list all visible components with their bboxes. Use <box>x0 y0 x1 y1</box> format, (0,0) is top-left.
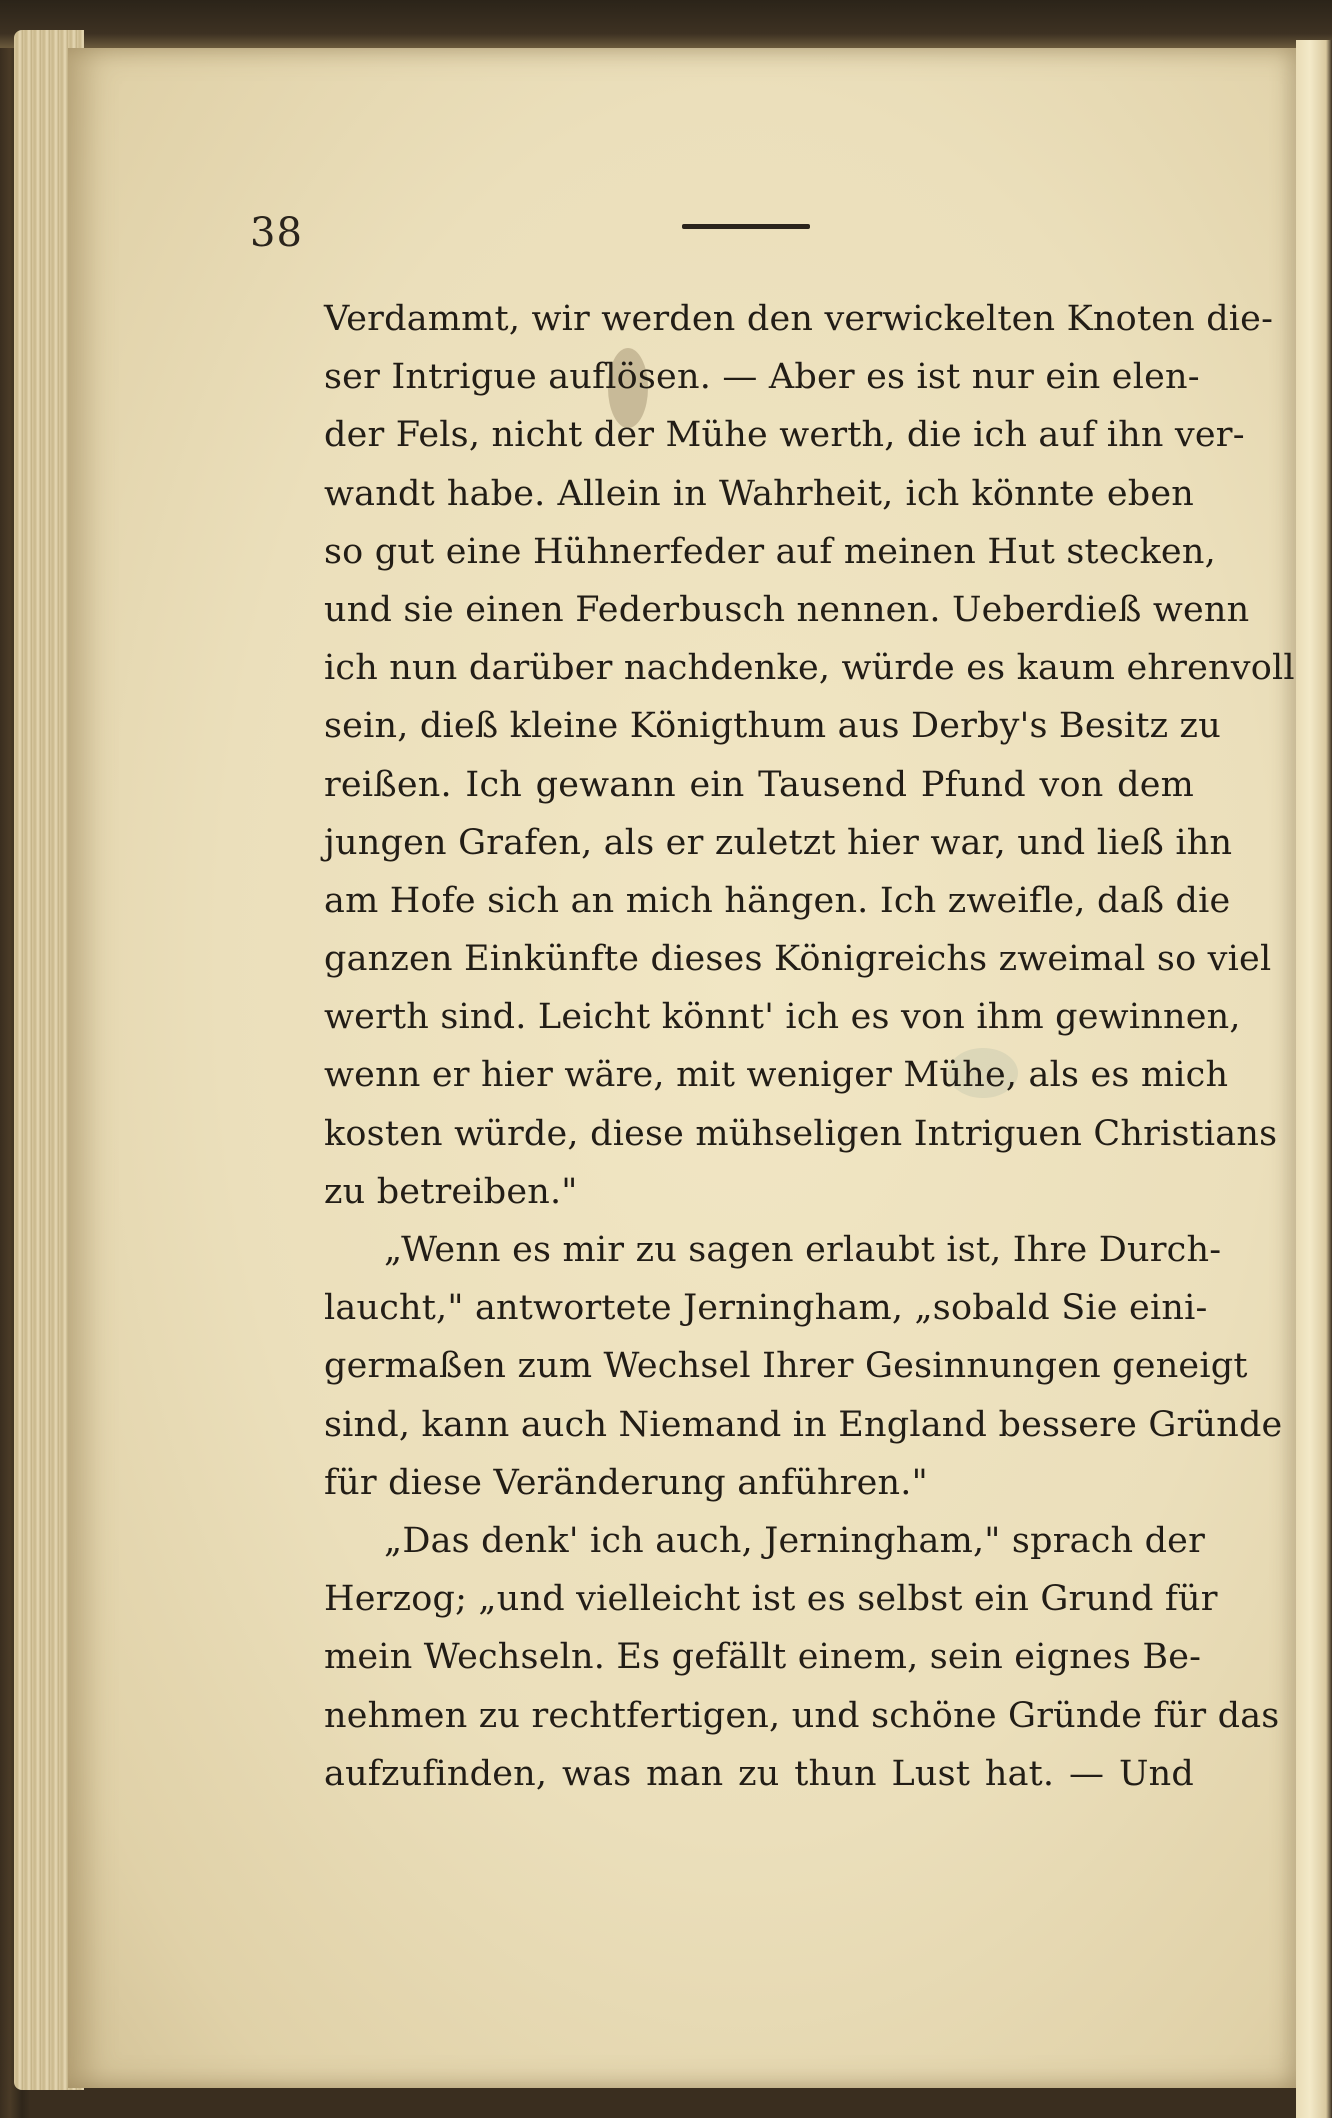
text-line: sein, dieß kleine Königthum aus Derby's Besitz zu <box>324 706 1221 747</box>
text-line: ganzen Einkünfte dieses Königreichs zweimal so viel <box>324 939 1272 980</box>
text-line: der Fels, nicht der Mühe werth, die ich auf ihn ver- <box>324 415 1245 456</box>
text-line: „Wenn es mir zu sagen erlaubt ist, Ihre Durch- <box>384 1230 1222 1270</box>
text-line: für diese Veränderung anführen." <box>324 1462 928 1503</box>
text-line: „Das denk' ich auch, Jerningham," sprach der <box>384 1520 1206 1561</box>
text-line: ich nun darüber nachdenke, würde es kaum ehrenvoll <box>324 648 1295 689</box>
scan-top-edge <box>0 0 1332 48</box>
text-line: am Hofe sich an mich hängen. Ich zweifle, daß die <box>324 880 1231 921</box>
text-line: reißen. Ich gewann ein Tausend Pfund von dem <box>324 764 1194 805</box>
text-line: germaßen zum Wechsel Ihrer Gesinnungen geneigt <box>324 1346 1248 1387</box>
header-rule <box>682 224 810 229</box>
text-line: laucht," antwortete Jerningham, „sobald Sie eini- <box>324 1288 1208 1329</box>
page-number: 38 <box>250 210 303 256</box>
text-line: mein Wechseln. Es gefällt einem, sein eignes Be- <box>324 1637 1202 1678</box>
text-line: wandt habe. Allein in Wahrheit, ich könnte eben <box>324 473 1194 514</box>
text-line: jungen Grafen, als er zuletzt hier war, und ließ ihn <box>324 822 1233 863</box>
text-line: sind, kann auch Niemand in England bessere Gründe <box>324 1404 1283 1445</box>
text-line: Verdammt, wir werden den verwickelten Knoten die- <box>324 299 1274 339</box>
text-line: ser Intrigue auflösen. — Aber es ist nur ein elen- <box>324 357 1200 398</box>
text-line: wenn er hier wäre, mit weniger Mühe, als es mich <box>324 1055 1229 1096</box>
text-line: so gut eine Hühnerfeder auf meinen Hut stecken, <box>324 531 1216 572</box>
text-line: aufzufinden, was man zu thun Lust hat. — Und <box>324 1753 1194 1794</box>
text-line: und sie einen Federbusch nennen. Ueberdieß wenn <box>324 589 1250 630</box>
body-text <box>324 290 1295 1803</box>
text-line: nehmen zu rechtfertigen, und schöne Gründe für das <box>324 1695 1280 1736</box>
text-line: kosten würde, diese mühseligen Intriguen Christians <box>324 1113 1278 1154</box>
text-line: zu betreiben." <box>324 1171 578 1212</box>
text-line: Herzog; „und vielleicht ist es selbst ein Grund für <box>324 1579 1218 1620</box>
next-page-edge <box>1296 40 1332 2118</box>
text-line: werth sind. Leicht könnt' ich es von ihm gewinnen, <box>324 997 1241 1038</box>
